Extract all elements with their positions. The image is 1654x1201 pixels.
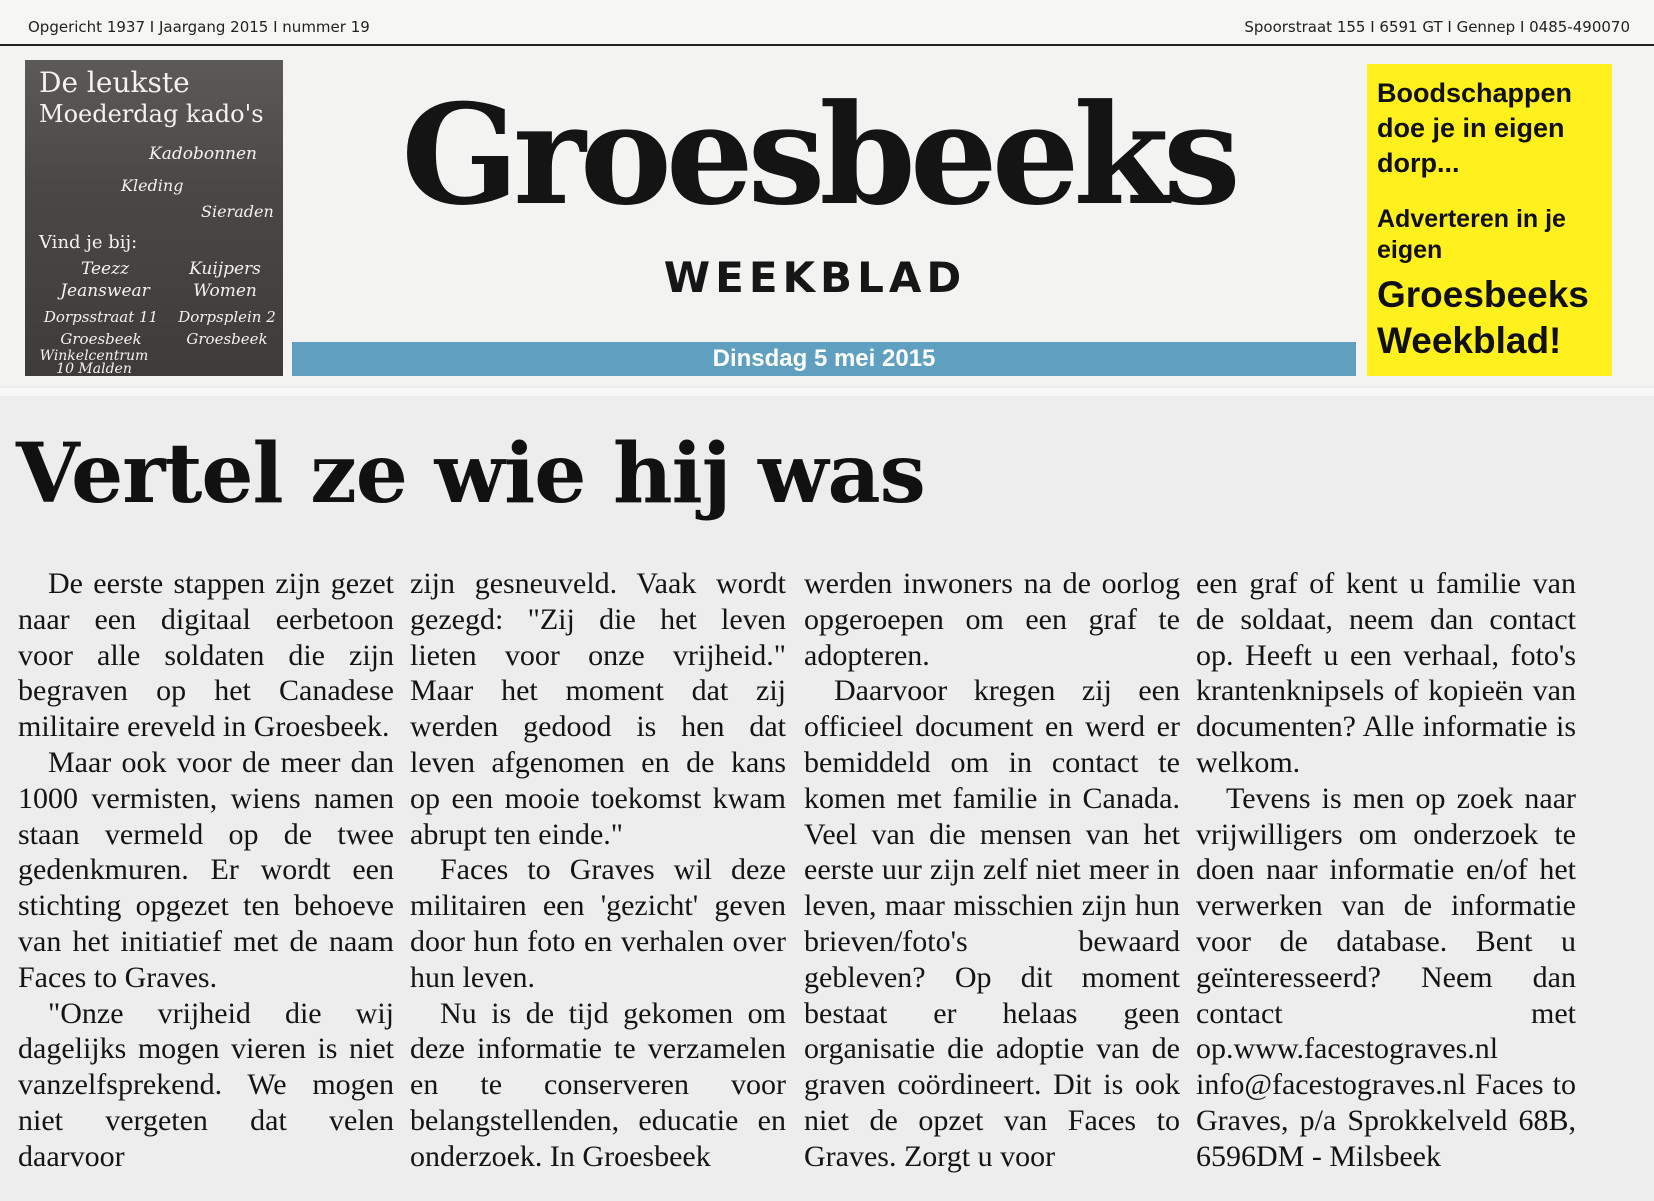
ad-find: Vind je bij: <box>39 232 138 253</box>
mothers-day-ad <box>25 60 283 376</box>
ad-item-3: Sieraden <box>201 202 274 221</box>
paragraph: zijn gesneuveld. Vaak wordt gezegd: "Zij die het leven lieten voor onze vrijheid." Maar het moment dat zij werden gedood is hen dat leven afgenomen en de kans op een mooie toekomst kwam abrupt ten einde." <box>410 567 786 851</box>
paragraph: Nu is de tijd gekomen om deze informatie te verzamelen en te conserveren voor belangstellenden, educatie en onderzoek. In Groesbeek <box>410 996 786 1173</box>
paragraph: Tevens is men op zoek naar vrijwilligers om onderzoek te doen naar informatie en/of het verwerken van de informatie voor de database. Bent u geïnteresseerd? Neem dan contact met op.www.facestograves.nl info@facestograves.nl Faces to Graves, p/a Sprokkelveld 68B, 6596DM - Milsbeek <box>1196 781 1576 1173</box>
article-column-2 <box>410 566 786 1175</box>
article-column-3 <box>804 566 1180 1175</box>
ad-shop-3: Dorpsstraat 11 Groesbeek <box>43 308 159 348</box>
newspaper-title: Groesbeeks <box>401 73 1235 236</box>
paragraph: werden inwoners na de oorlog opgeroepen om een graf te adopteren. <box>804 567 1180 672</box>
ad-item-2: Kleding <box>121 176 184 195</box>
ad-line-2: Moederdag kado's <box>39 100 264 128</box>
masthead-info-bar <box>0 0 1654 44</box>
ad-shop-5: Winkelcentrum 10 Malden <box>39 348 149 377</box>
advertise-line-3: Groesbeeks Weekblad! <box>1377 274 1589 361</box>
paragraph: een graf of kent u familie van de soldaat, neem dan contact op. Heeft u een verhaal, foto's krantenknipsels of kopieën van documenten? Alle informatie is welkom. <box>1196 567 1576 779</box>
advertise-line-1: Boodschappen doe je in eigen dorp... <box>1377 78 1573 178</box>
ad-line-1: De leukste <box>39 66 190 99</box>
article <box>0 396 1654 1201</box>
section-divider <box>0 388 1654 396</box>
paragraph: De eerste stappen zijn gezet naar een digitaal eerbetoon voor alle soldaten die zijn begraven op het Canadese militaire ereveld in Groesbeek. <box>18 567 394 744</box>
article-column-1 <box>18 566 394 1175</box>
article-headline: Vertel ze wie hij was <box>16 426 925 522</box>
paragraph: Daarvoor kregen zij een officieel document en werd er bemiddeld om in contact te komen met familie in Canada. Veel van die mensen van het eerste uur zijn zelf niet meer in leven, maar misschien zijn hun brieven/foto's bewaard gebleven? Op dit moment bestaat er helaas geen organisatie die adoptie van de graven coördineert. Dit is ook niet de opzet van Faces to Graves. Zorgt u voor <box>804 674 1180 1173</box>
newspaper-subtitle: WEEKBLAD <box>663 253 967 302</box>
paragraph: Faces to Graves wil deze militairen een 'gezicht' geven door hun foto en verhalen over hun leven. <box>410 853 786 994</box>
ad-shop-4: Dorpsplein 2 Groesbeek <box>178 308 276 348</box>
ad-item-1: Kadobonnen <box>149 144 257 164</box>
issue-date: Dinsdag 5 mei 2015 <box>292 342 1356 376</box>
paragraph: Maar ook voor de meer dan 1000 vermisten, wiens namen staan vermeld op de twee gedenkmuren. Er wordt een stichting opgezet ten behoeve van het initiatief met de naam Faces to Graves. <box>18 745 394 994</box>
ad-shop-2: Kuijpers Women <box>189 259 261 301</box>
advertise-ad <box>1367 64 1612 376</box>
advertise-line-2: Adverteren in je eigen <box>1377 205 1566 264</box>
article-column-4 <box>1196 566 1576 1175</box>
founding-info: Opgericht 1937 I Jaargang 2015 I nummer 19 <box>28 18 370 36</box>
paragraph: "Onze vrijheid die wij dagelijks mogen vieren is niet vanzelfsprekend. We mogen niet vergeten dat velen daarvoor <box>18 996 394 1173</box>
ad-shop-1: Teezz Jeanswear <box>60 259 150 301</box>
address-info: Spoorstraat 155 I 6591 GT I Gennep I 0485-490070 <box>1244 18 1630 36</box>
